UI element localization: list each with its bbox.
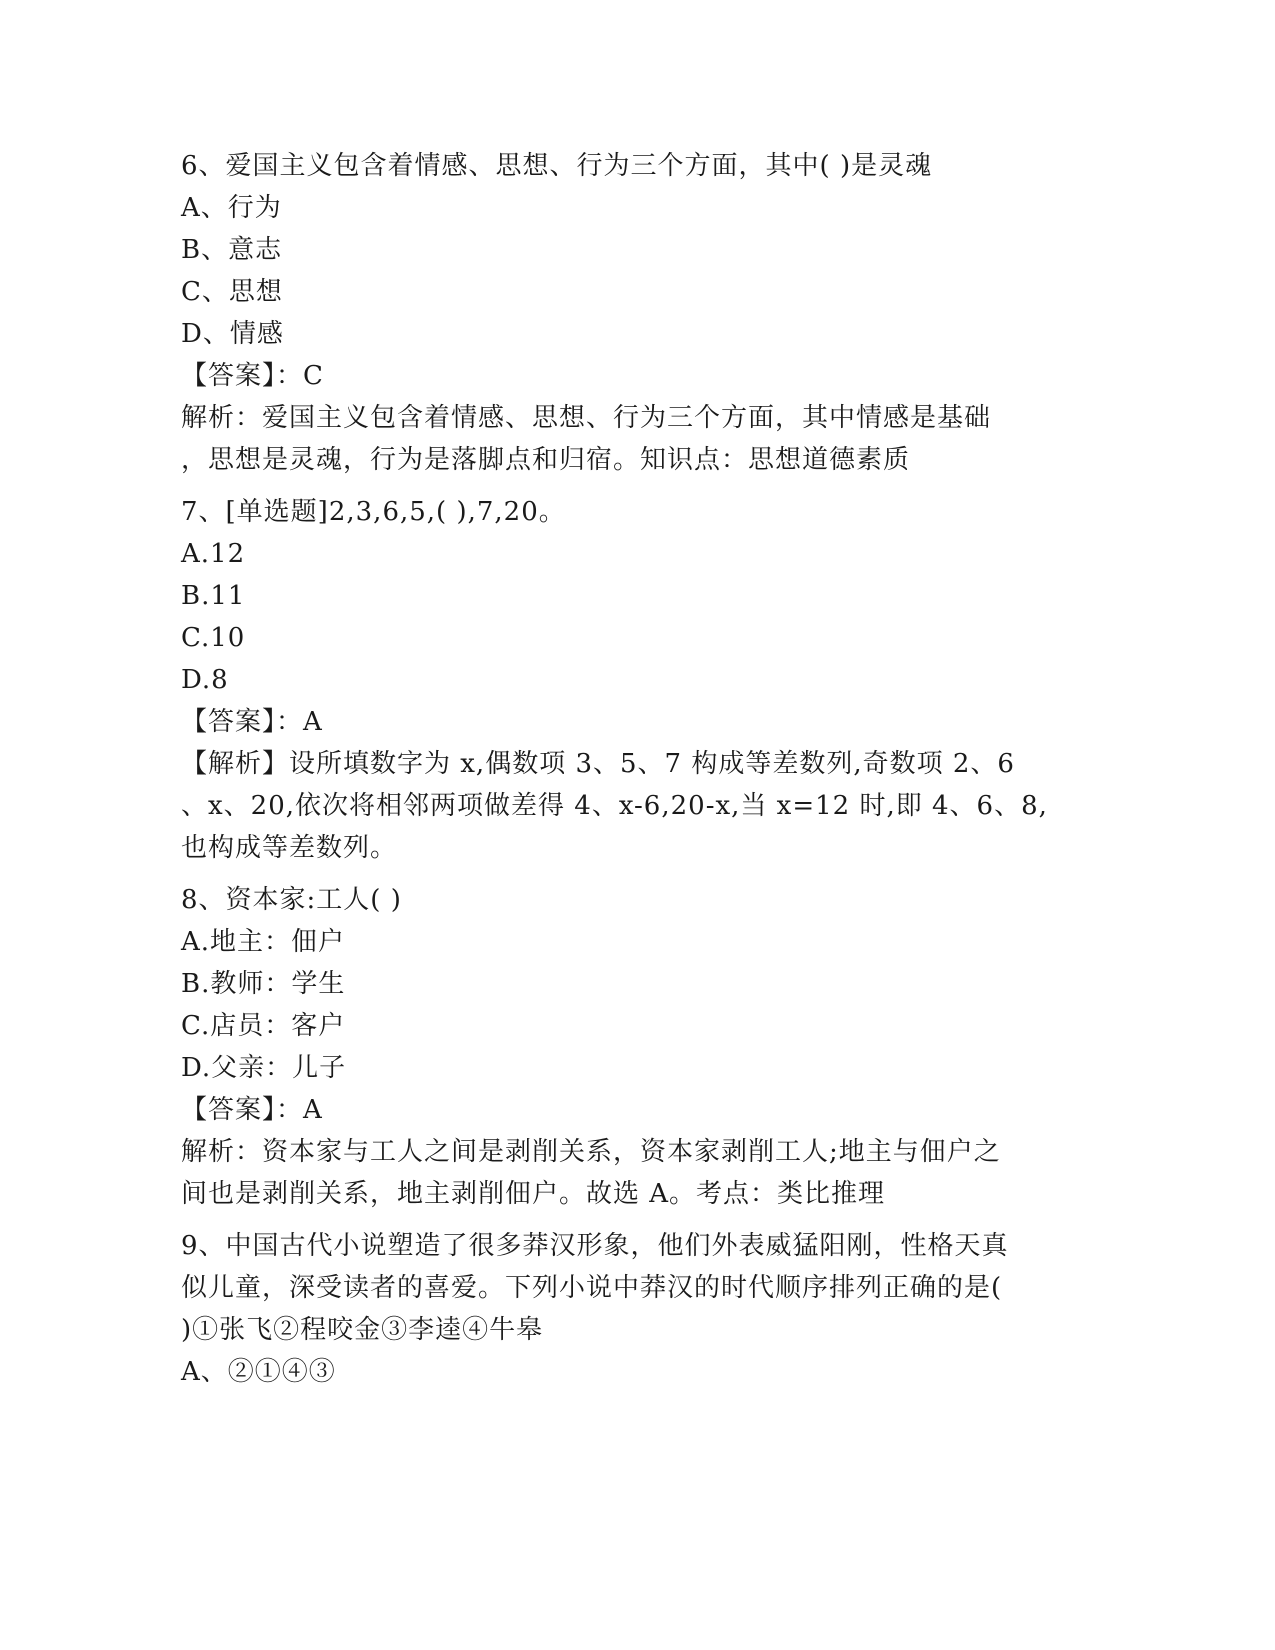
option-b: B.11 [181, 581, 246, 611]
option-a: A、②①④③ [181, 1357, 336, 1387]
option-b: B、意志 [181, 235, 283, 265]
analysis-line: 解析：爱国主义包含着情感、思想、行为三个方面，其中情感是基础 [181, 403, 992, 433]
answer: 【答案】：A [181, 707, 323, 737]
option-a: A.12 [181, 539, 246, 569]
question-stem-line: 9、中国古代小说塑造了很多莽汉形象，他们外表威猛阳刚，性格天真 [181, 1231, 1009, 1261]
document-page [181, 145, 1081, 1393]
option-d: D、情感 [181, 319, 284, 349]
answer: 【答案】：C [181, 361, 324, 391]
option-a: A.地主：佃户 [181, 927, 346, 957]
analysis-line: 解析：资本家与工人之间是剥削关系，资本家剥削工人;地主与佃户之 [181, 1137, 1001, 1167]
option-c: C、思想 [181, 277, 283, 307]
question-stem: 8、资本家:工人( ) [181, 885, 402, 915]
analysis-line: 也构成等差数列。 [181, 833, 398, 863]
question-stem: 7、[单选题]2,3,6,5,( ),7,20。 [181, 497, 566, 527]
answer: 【答案】：A [181, 1095, 323, 1125]
question-stem: 6、爱国主义包含着情感、思想、行为三个方面，其中( )是灵魂 [181, 151, 933, 181]
question-stem-line: )①张飞②程咬金③李逵④牛皋 [181, 1315, 544, 1345]
question-6 [181, 145, 1081, 481]
option-b: B.教师：学生 [181, 969, 346, 999]
analysis-line: 【解析】设所填数字为 x,偶数项 3、5、7 构成等差数列,奇数项 2、6 [181, 749, 1015, 779]
analysis-line: 、x、20,依次将相邻两项做差得 4、x-6,20-x,当 x=12 时,即 4、6、8, [181, 791, 1048, 821]
option-d: D.8 [181, 665, 229, 695]
option-c: C.10 [181, 623, 246, 653]
question-stem-line: 似儿童，深受读者的喜爱。下列小说中莽汉的时代顺序排列正确的是( [181, 1273, 1003, 1303]
question-7 [181, 491, 1081, 869]
analysis-line: ，思想是灵魂，行为是落脚点和归宿。知识点：思想道德素质 [181, 445, 911, 475]
option-c: C.店员：客户 [181, 1011, 346, 1041]
analysis-line: 间也是剥削关系，地主剥削佃户。故选 A。考点：类比推理 [181, 1179, 886, 1209]
option-a: A、行为 [181, 193, 282, 223]
question-8 [181, 879, 1081, 1215]
option-d: D.父亲：儿子 [181, 1053, 347, 1083]
question-9 [181, 1225, 1081, 1393]
